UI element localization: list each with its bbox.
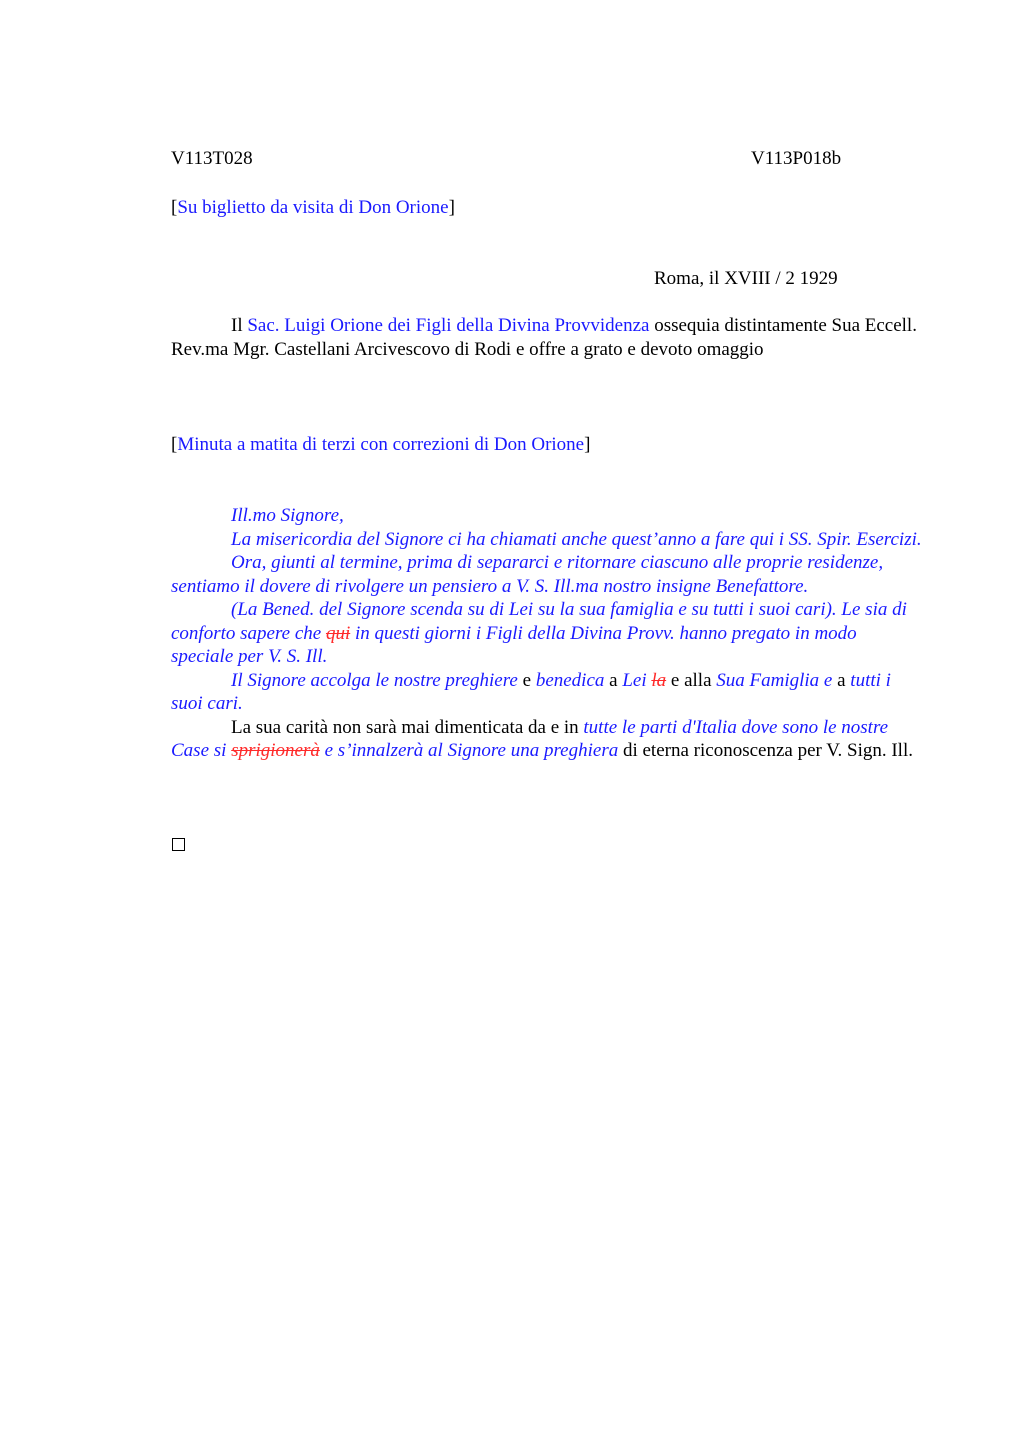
- draft-text: in questi giorni i Figli della Divina Provv. hanno pregato in modo speciale per V. S. Ill.: [171, 622, 857, 667]
- bracket-close: ]: [584, 434, 591, 455]
- draft-text: tutte le parti d'Italia dove sono le nostre Case si: [171, 716, 889, 761]
- letter-date: Roma, il XVIII / 2 1929: [654, 268, 838, 289]
- draft-text: (La Bened. del Signore scenda su di Lei su la sua famiglia e su tutti i suoi cari). Le sia di conforto sapere che: [171, 599, 907, 644]
- draft-paragraph-2: Ora, giunti al termine, prima di separarci e ritornare ciascuno alle proprie residenze, sentiamo il dovere di rivolgere un pensiero a V. S. Ill.ma nostro insigne Benefattore.: [171, 552, 884, 597]
- draft-letter: [171, 504, 923, 763]
- deleted-word: la: [651, 669, 667, 691]
- card-text-rest: ossequia distintamente Sua Eccell. Rev.ma Mgr. Castellani Arcivescovo di Rodi e offre a grato e devoto omaggio: [171, 315, 917, 360]
- draft-text: e alla: [666, 669, 717, 691]
- document-code-left: V113T028: [171, 148, 253, 169]
- deleted-word: sprigionerà: [231, 740, 320, 761]
- draft-text: La sua carità non sarà mai dimenticata da e in: [231, 716, 584, 738]
- draft-text: Lei: [622, 669, 647, 691]
- draft-text: di eterna riconoscenza per V. Sign. Ill.: [618, 740, 913, 761]
- draft-text: Sua Famiglia e: [716, 669, 833, 691]
- draft-text: e: [517, 669, 536, 691]
- card-text-start: Il: [231, 315, 248, 336]
- draft-text: a: [832, 669, 851, 691]
- draft-text: tutti i suoi cari.: [171, 669, 891, 714]
- draft-paragraph-5: [171, 716, 923, 763]
- empty-box-icon: [172, 838, 185, 851]
- editorial-note-text: Su biglietto da visita di Don Orione: [177, 197, 449, 218]
- draft-salutation: Ill.mo Signore,: [231, 505, 344, 526]
- draft-text: Il Signore accolga le nostre preghiere: [231, 669, 518, 691]
- bracket-close: ]: [448, 197, 455, 218]
- draft-paragraph-3: [171, 598, 923, 669]
- document-code-right: V113P018b: [751, 148, 842, 169]
- draft-paragraph-1: La misericordia del Signore ci ha chiamati anche quest’anno a fare qui i SS. Spir. Esercizi.: [231, 528, 922, 550]
- bracket-open: [: [171, 434, 178, 455]
- draft-paragraph-4: [171, 669, 923, 716]
- card-paragraph: [171, 314, 923, 361]
- deleted-word: qui: [325, 622, 351, 644]
- editorial-note-draft: [171, 433, 590, 456]
- editorial-note-card: [171, 196, 455, 219]
- draft-text: benedica: [535, 669, 605, 691]
- draft-text: a: [604, 669, 623, 691]
- editorial-note-text: Minuta a matita di terzi con correzioni di Don Orione: [177, 434, 585, 455]
- draft-text: e s’innalzerà al Signore una preghiera: [319, 740, 619, 761]
- bracket-open: [: [171, 197, 178, 218]
- sender-name: Sac. Luigi Orione dei Figli della Divina Provvidenza: [247, 315, 650, 336]
